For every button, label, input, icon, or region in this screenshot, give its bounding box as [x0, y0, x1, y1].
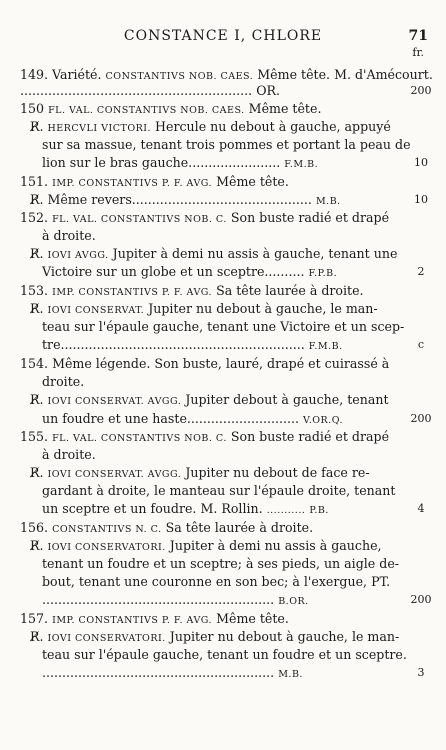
entry-line [42, 136, 411, 154]
entry-line [30, 191, 398, 211]
entry-text-b: FL. VAL. CONSTANTIVS NOB. C. [52, 214, 227, 225]
entry-text-a: 157. [20, 611, 49, 626]
price-value: 200 [410, 412, 432, 425]
entry-text-c: Jupiter nu debout de face re- [185, 465, 370, 480]
entry-line [30, 391, 398, 411]
entry-text-a: R̸. [30, 629, 44, 644]
entry-line [42, 154, 398, 174]
entry-line [20, 610, 398, 630]
price-value: 10 [414, 156, 428, 169]
entry-text-b: IMP. CONSTANTIVS P. F. AVG. [52, 178, 213, 189]
entry-text-a: à droite. [42, 228, 96, 243]
entry-line [42, 555, 398, 573]
entry-text-b: Même revers............................................. [47, 192, 312, 207]
entry-line [42, 410, 398, 430]
page-header [0, 28, 446, 59]
entry-text-a: tenant un foudre et un sceptre; à ses pieds, un aigle de- [42, 556, 400, 571]
entry-text-c: Jupiter à demi nu assis à gauche, tenant une [112, 246, 398, 261]
entry-line [42, 227, 398, 245]
entry-line [30, 300, 398, 320]
entry-text-b: CONSTANTIVS NOB. CAES. [105, 71, 254, 82]
price-value: 200 [410, 593, 432, 606]
entry-text-b: IOVI CONSERVAT. AVGG. [47, 469, 182, 480]
entry-text-a: R̸. [30, 246, 44, 261]
entry-line [42, 318, 405, 336]
entry-line [42, 263, 398, 283]
entry-text-b: IOVI CONSERVAT. AVGG. [47, 396, 182, 407]
entry-text-a: 151. [20, 174, 49, 189]
entry-line [20, 519, 398, 539]
entry-text-a: 152. [20, 210, 49, 225]
entry-text-a: tre............................................................. [42, 337, 305, 352]
entry-text-a: R̸. [30, 392, 44, 407]
entry-text-c: Hercule nu debout à gauche, appuyé [155, 119, 391, 134]
price-value: 3 [417, 666, 425, 679]
entry-line [20, 173, 398, 193]
entry-text-c: Jupiter nu debout à gauche, le man- [169, 629, 400, 644]
entry-text-b: IOVI CONSERVATORI. [47, 633, 166, 644]
entry-text-a: 150 [20, 101, 45, 116]
entry-text-b: B.OR. [278, 596, 309, 607]
entry-text-c: Jupiter nu debout à gauche, le man- [148, 301, 378, 316]
entry-text-a: teau sur l'épaule gauche, tenant une Victoire et un scep- [42, 319, 405, 334]
entry-line [20, 355, 398, 373]
entry-text-b: IOVI CONSERVATORI. [47, 542, 166, 553]
entry-text-b: IOVI CONSERVAT. [47, 305, 145, 316]
entry-text-a: 154. [20, 356, 49, 371]
entry-text-a: 149. Variété. [20, 67, 102, 82]
entry-line [30, 245, 398, 265]
entry-line [42, 500, 398, 520]
entry-text-a: R̸. [30, 465, 44, 480]
entry-text-a: 155. [20, 429, 49, 444]
entry-text-a: lion sur le bras gauche....................... [42, 155, 281, 170]
price-value: c [417, 338, 425, 351]
entry-text-c: Sa tête laurée à droite. [216, 283, 364, 298]
entry-text-b: PT. [371, 574, 391, 589]
entry-line [42, 646, 407, 664]
entry-text-b: OR. [256, 83, 281, 98]
entry-text-c: Jupiter debout à gauche, tenant [185, 392, 389, 407]
entry-text-a: .......................................................... [20, 83, 253, 98]
entry-text-c: Même tête. [216, 174, 289, 189]
entry-text-c: ........... [266, 505, 306, 516]
entry-text-b: F.M.B. [284, 159, 319, 170]
entry-text-a: un foudre et une haste............................ [42, 411, 299, 426]
entry-text-a: sur sa massue, tenant trois pommes et portant la peau de [42, 137, 411, 152]
entry-text-c: Son buste radié et drapé [230, 210, 390, 225]
page-title: CONSTANCE I, CHLORE [123, 28, 323, 44]
entry-text-b: IMP. CONSTANTIVS P. F. AVG. [52, 287, 213, 298]
price-value: 10 [414, 193, 428, 206]
entry-text-b: HERCVLI VICTORI. [47, 123, 152, 134]
entry-text-b: FL. VAL. CONSTANTIVS NOB. C. [52, 433, 227, 444]
entry-line [20, 209, 398, 229]
entry-text-a: .......................................................... [42, 665, 275, 680]
entry-line [20, 100, 398, 120]
entry-text-a: Victoire sur un globe et un sceptre.......... [42, 264, 305, 279]
entry-text-c: Même tête. [257, 67, 331, 82]
entry-text-a: 153. [20, 283, 49, 298]
entry-line [42, 591, 398, 611]
entry-text-a: 156. [20, 520, 49, 535]
entry-line [30, 537, 398, 557]
entry-text-c: Jupiter à demi nu assis à gauche, [169, 538, 382, 553]
entry-line [42, 446, 398, 464]
entry-text-c: Même tête. [248, 101, 322, 116]
entry-text-c: M.B. [315, 196, 341, 207]
page-number: 71 [408, 28, 428, 44]
entry-text-a: un sceptre et un foudre. [42, 501, 197, 516]
currency-unit: fr. [412, 46, 424, 59]
entry-text-c: Sa tête laurée à droite. [165, 520, 314, 535]
entry-text-a: R̸. [30, 119, 44, 134]
entry-text-a: R̸. [30, 538, 44, 553]
entry-text-c: Même tête. [216, 611, 289, 626]
entry-text-a: R̸. [30, 301, 44, 316]
entry-line [20, 82, 398, 100]
entry-text-b: Même légende. Son buste, lauré, drapé et cuirassé à [52, 356, 390, 371]
price-value: 2 [417, 265, 425, 278]
entry-text-a: à droite. [42, 447, 96, 462]
entry-line [42, 482, 398, 500]
entry-text-a: R̸. [30, 192, 44, 207]
entry-text-b: M.B. [278, 669, 303, 680]
price-value: 4 [417, 502, 425, 515]
entry-text-b: FL. VAL. CONSTANTIVS NOB. CAES. [48, 105, 245, 116]
price-value: 200 [410, 84, 432, 97]
entry-text-a: bout, tenant une couronne en son bec; à l'exergue, [42, 574, 368, 589]
entry-line [30, 464, 398, 484]
entry-line [42, 664, 398, 684]
entry-line [30, 118, 398, 138]
entry-text-a: gardant à droite, le manteau sur l'épaule droite, tenant [42, 483, 396, 498]
entry-text-a: droite. [42, 374, 85, 389]
entry-text-b: F.P.B. [308, 268, 338, 279]
entry-line [30, 628, 398, 648]
entry-text-b: V.OR.Q. [303, 415, 344, 426]
entry-line [42, 336, 398, 356]
entry-text-c: Son buste radié et drapé [230, 429, 390, 444]
entry-text-b: CONSTANTIVS N. C. [52, 524, 162, 535]
entry-text-b: F.M.B. [308, 341, 343, 352]
entry-text-b: IOVI AVGG. [47, 250, 109, 261]
entry-text-a: teau sur l'épaule gauche, tenant un foudre et un sceptre. [42, 647, 407, 662]
entry-text-d: M. d'Amécourt. [334, 67, 433, 82]
entry-text-a: .......................................................... [42, 592, 275, 607]
entry-line [42, 573, 398, 591]
entry-line [42, 373, 398, 391]
entry-line [20, 428, 398, 448]
entry-line [20, 282, 398, 302]
entry-text-b: IMP. CONSTANTIVS P. F. AVG. [52, 615, 213, 626]
entry-text-b: M. Rollin. [200, 501, 263, 516]
entry-text-d: P.B. [309, 505, 329, 516]
